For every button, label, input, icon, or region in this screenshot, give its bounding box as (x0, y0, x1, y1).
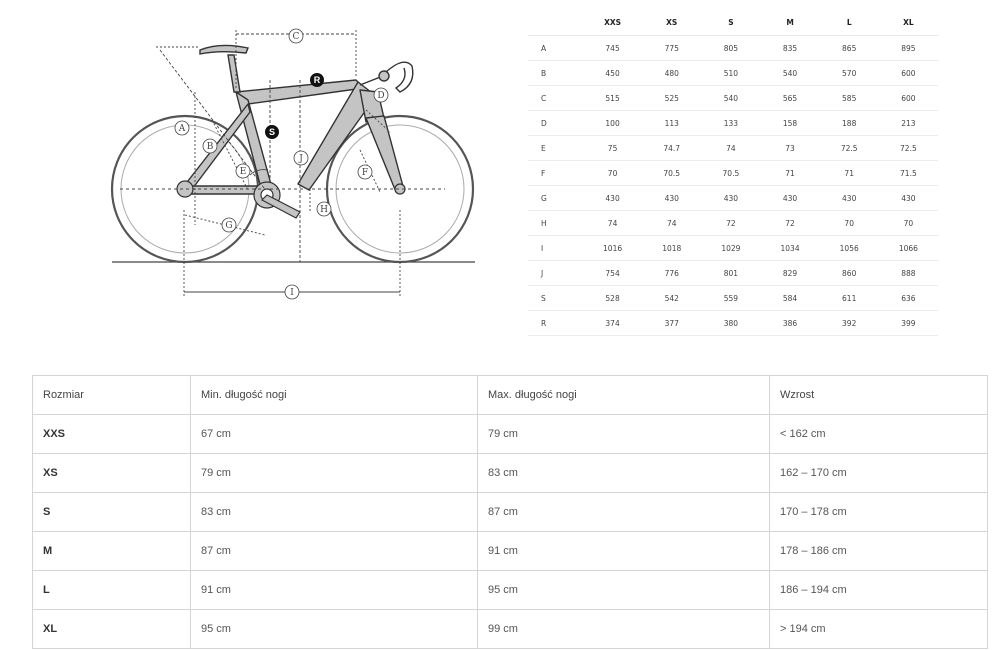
geometry-cell: 74.7 (642, 136, 701, 161)
min-leg-cell: 83 cm (191, 493, 478, 532)
geometry-cell: 430 (583, 186, 642, 211)
size-header-row (33, 376, 988, 415)
size-cell: L (33, 571, 191, 610)
geometry-cell: 70 (583, 161, 642, 186)
geometry-cell: 510 (701, 61, 760, 86)
geometry-cell: 380 (701, 311, 760, 336)
label-i: I (290, 288, 294, 298)
max-leg-cell: 83 cm (478, 454, 770, 493)
min-leg-column-header: Min. długość nogi (191, 376, 478, 415)
geometry-row (528, 286, 938, 311)
geometry-cell: 158 (760, 111, 819, 136)
geometry-cell: 74 (642, 211, 701, 236)
geometry-cell: 600 (879, 86, 938, 111)
geometry-cell: 515 (583, 86, 642, 111)
label-f: F (361, 168, 369, 178)
geometry-cell: 72 (701, 211, 760, 236)
geometry-row-label: F (528, 161, 583, 186)
geometry-cell: 829 (760, 261, 819, 286)
geometry-cell: 430 (820, 186, 879, 211)
geometry-cell: 600 (879, 61, 938, 86)
geometry-size-header: XS (642, 10, 701, 36)
seatpost-saddle (200, 45, 248, 92)
geometry-cell: 611 (820, 286, 879, 311)
geometry-cell: 895 (879, 36, 938, 61)
geometry-cell: 133 (701, 111, 760, 136)
size-cell: XXS (33, 415, 191, 454)
height-cell: 178 – 186 cm (770, 532, 988, 571)
geometry-cell: 805 (701, 36, 760, 61)
geometry-cell: 775 (642, 36, 701, 61)
geometry-cell: 835 (760, 36, 819, 61)
min-leg-cell: 95 cm (191, 610, 478, 649)
geometry-cell: 585 (820, 86, 879, 111)
height-cell: 162 – 170 cm (770, 454, 988, 493)
geometry-row (528, 111, 938, 136)
height-cell: < 162 cm (770, 415, 988, 454)
geometry-cell: 430 (760, 186, 819, 211)
size-cell: M (33, 532, 191, 571)
geometry-cell: 70.5 (701, 161, 760, 186)
min-leg-cell: 87 cm (191, 532, 478, 571)
geometry-cell: 430 (701, 186, 760, 211)
bike-geometry-diagram (100, 10, 490, 310)
geometry-row (528, 211, 938, 236)
geometry-row-label: B (528, 61, 583, 86)
size-cell: XL (33, 610, 191, 649)
geometry-cell: 1029 (701, 236, 760, 261)
stem-handlebar (360, 62, 413, 92)
geometry-row-label: D (528, 111, 583, 136)
label-r: R (313, 75, 321, 85)
geometry-row-label: S (528, 286, 583, 311)
geometry-row (528, 236, 938, 261)
max-leg-cell: 91 cm (478, 532, 770, 571)
geometry-row-label: E (528, 136, 583, 161)
geometry-cell: 860 (820, 261, 879, 286)
geometry-cell: 386 (760, 311, 819, 336)
geometry-cell: 213 (879, 111, 938, 136)
geometry-cell: 73 (760, 136, 819, 161)
geometry-header-row (528, 10, 938, 36)
geometry-row (528, 311, 938, 336)
geometry-cell: 565 (760, 86, 819, 111)
geometry-cell: 865 (820, 36, 879, 61)
label-s: S (268, 127, 276, 137)
height-cell: 170 – 178 cm (770, 493, 988, 532)
size-row (33, 454, 988, 493)
min-leg-cell: 79 cm (191, 454, 478, 493)
geometry-cell: 584 (760, 286, 819, 311)
geometry-cell: 70 (820, 211, 879, 236)
geometry-cell: 540 (701, 86, 760, 111)
geometry-cell: 1016 (583, 236, 642, 261)
label-b: B (206, 142, 214, 152)
label-e: E (239, 167, 247, 177)
geometry-cell: 776 (642, 261, 701, 286)
size-column-header: Rozmiar (33, 376, 191, 415)
label-g: G (225, 221, 233, 231)
badge-labels (265, 73, 324, 139)
geometry-cell: 570 (820, 61, 879, 86)
max-leg-column-header: Max. długość nogi (478, 376, 770, 415)
size-row (33, 415, 988, 454)
geometry-row-label: J (528, 261, 583, 286)
geometry-cell: 113 (642, 111, 701, 136)
geometry-row-label: G (528, 186, 583, 211)
geometry-cell: 392 (820, 311, 879, 336)
frame (184, 80, 404, 194)
geometry-row-label: C (528, 86, 583, 111)
max-leg-cell: 99 cm (478, 610, 770, 649)
geometry-cell: 72.5 (879, 136, 938, 161)
geometry-table (528, 10, 938, 336)
geometry-cell: 636 (879, 286, 938, 311)
geometry-cell: 70 (879, 211, 938, 236)
geometry-cell: 1034 (760, 236, 819, 261)
geometry-cell: 399 (879, 311, 938, 336)
label-j: J (299, 154, 303, 164)
geometry-cell: 754 (583, 261, 642, 286)
min-leg-cell: 67 cm (191, 415, 478, 454)
geometry-cell: 559 (701, 286, 760, 311)
geometry-row (528, 136, 938, 161)
geometry-row (528, 86, 938, 111)
geometry-cell: 745 (583, 36, 642, 61)
geometry-row (528, 261, 938, 286)
label-c: C (292, 32, 300, 42)
geometry-corner-cell (528, 10, 583, 36)
geometry-size-header: S (701, 10, 760, 36)
geometry-cell: 450 (583, 61, 642, 86)
size-row (33, 493, 988, 532)
geometry-cell: 542 (642, 286, 701, 311)
geometry-cell: 71 (820, 161, 879, 186)
size-row (33, 532, 988, 571)
geometry-cell: 540 (760, 61, 819, 86)
geometry-row (528, 36, 938, 61)
geometry-cell: 430 (879, 186, 938, 211)
geometry-row (528, 61, 938, 86)
geometry-cell: 71.5 (879, 161, 938, 186)
label-h: H (320, 205, 328, 215)
height-cell: 186 – 194 cm (770, 571, 988, 610)
geometry-row-label: I (528, 236, 583, 261)
geometry-cell: 72.5 (820, 136, 879, 161)
max-leg-cell: 79 cm (478, 415, 770, 454)
geometry-cell: 1066 (879, 236, 938, 261)
geometry-cell: 430 (642, 186, 701, 211)
size-table (32, 375, 988, 649)
geometry-cell: 377 (642, 311, 701, 336)
geometry-cell: 72 (760, 211, 819, 236)
geometry-row (528, 161, 938, 186)
size-cell: S (33, 493, 191, 532)
min-leg-cell: 91 cm (191, 571, 478, 610)
geometry-cell: 801 (701, 261, 760, 286)
max-leg-cell: 87 cm (478, 493, 770, 532)
geometry-size-header: XXS (583, 10, 642, 36)
label-d: D (377, 91, 385, 101)
geometry-row-label: R (528, 311, 583, 336)
size-row (33, 571, 988, 610)
geometry-size-header: XL (879, 10, 938, 36)
max-leg-cell: 95 cm (478, 571, 770, 610)
geometry-cell: 74 (701, 136, 760, 161)
geometry-cell: 888 (879, 261, 938, 286)
geometry-row-label: H (528, 211, 583, 236)
geometry-cell: 374 (583, 311, 642, 336)
geometry-cell: 1056 (820, 236, 879, 261)
geometry-cell: 75 (583, 136, 642, 161)
geometry-cell: 70.5 (642, 161, 701, 186)
geometry-cell: 528 (583, 286, 642, 311)
geometry-cell: 74 (583, 211, 642, 236)
geometry-cell: 188 (820, 111, 879, 136)
geometry-row (528, 186, 938, 211)
geometry-cell: 71 (760, 161, 819, 186)
geometry-size-header: L (820, 10, 879, 36)
size-row (33, 610, 988, 649)
height-cell: > 194 cm (770, 610, 988, 649)
geometry-size-header: M (760, 10, 819, 36)
geometry-cell: 525 (642, 86, 701, 111)
geometry-row-label: A (528, 36, 583, 61)
height-column-header: Wzrost (770, 376, 988, 415)
geometry-cell: 100 (583, 111, 642, 136)
geometry-cell: 480 (642, 61, 701, 86)
size-cell: XS (33, 454, 191, 493)
label-a: A (178, 124, 186, 134)
geometry-cell: 1018 (642, 236, 701, 261)
